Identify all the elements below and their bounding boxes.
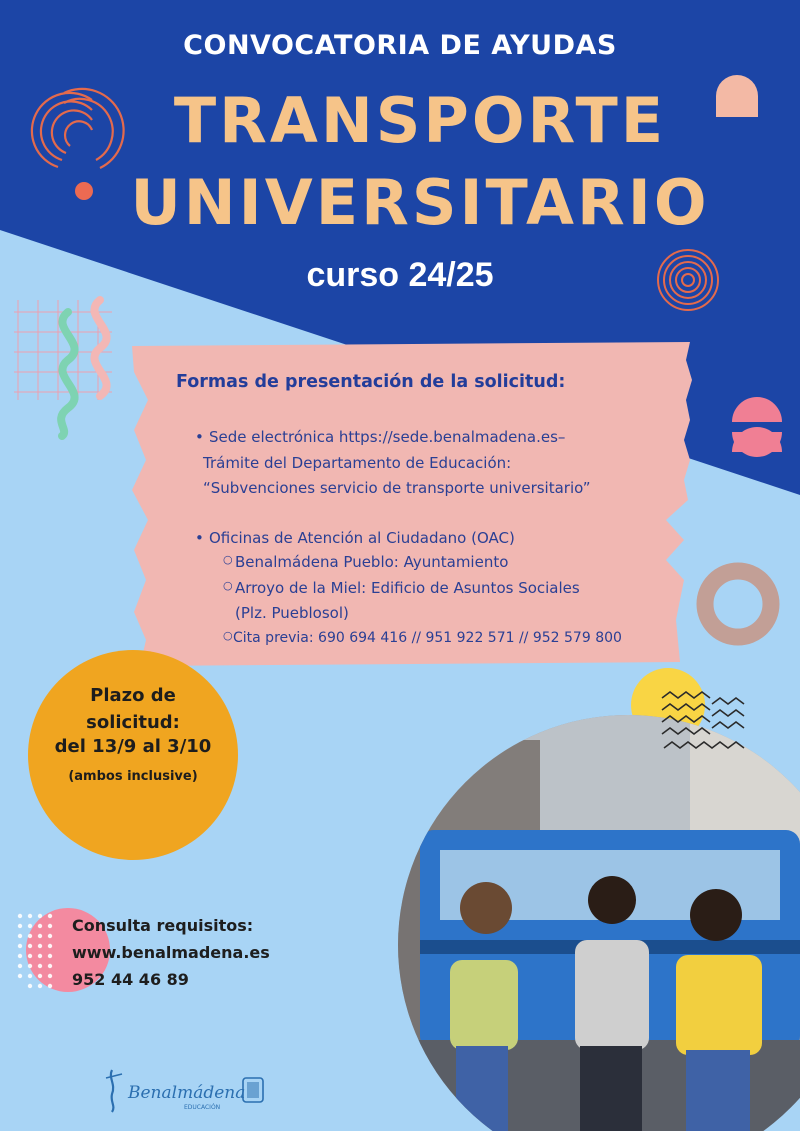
deadline-badge bbox=[28, 650, 238, 860]
circle-bullet-icon: ○ bbox=[223, 629, 233, 642]
online-line-2: Trámite del Departamento de Educación: bbox=[203, 454, 512, 472]
deadline-label bbox=[28, 682, 238, 736]
office-item-2-line-1: Arroyo de la Miel: Edificio de Asuntos Sociales bbox=[235, 579, 580, 597]
online-line-3: “Subvenciones servicio de transporte universitario” bbox=[203, 479, 591, 497]
circle-bullet-icon: ○ bbox=[223, 579, 233, 592]
office-item-2-line-2: (Plz. Pueblosol) bbox=[235, 604, 349, 622]
contact-heading: Consulta requisitos: bbox=[72, 916, 254, 935]
bullet-icon: • bbox=[195, 428, 204, 446]
deadline-line-2: solicitud: bbox=[86, 712, 180, 733]
deadline-dates: del 13/9 al 3/10 bbox=[54, 736, 212, 757]
online-line-1: Sede electrónica https://sede.benalmadena.es– bbox=[209, 428, 566, 446]
logo-subtitle: EDUCACIÓN bbox=[184, 1104, 221, 1111]
office-item-3-appointments: Cita previa: 690 694 416 // 951 922 571 // 952 579 800 bbox=[233, 630, 622, 646]
offices-heading: Oficinas de Atención al Ciudadano (OAC) bbox=[209, 529, 515, 547]
deadline-line-1: Plazo de bbox=[90, 685, 176, 706]
contact-block bbox=[72, 912, 270, 993]
kicker-heading: CONVOCATORIA DE AYUDAS bbox=[183, 30, 617, 61]
deadline-note: (ambos inclusive) bbox=[68, 769, 198, 784]
logo-wordmark: Benalmádena bbox=[128, 1083, 246, 1103]
contact-website: www.benalmadena.es bbox=[72, 943, 270, 962]
bullet-icon: • bbox=[195, 529, 204, 547]
info-heading: Formas de presentación de la solicitud: bbox=[176, 372, 566, 392]
contact-phone: 952 44 46 89 bbox=[72, 970, 189, 989]
title-line-2: UNIVERSITARIO bbox=[130, 166, 710, 239]
office-item-1: Benalmádena Pueblo: Ayuntamiento bbox=[235, 553, 509, 571]
circle-bullet-icon: ○ bbox=[223, 553, 233, 566]
course-label: curso 24/25 bbox=[306, 256, 494, 294]
title-line-1: TRANSPORTE bbox=[173, 84, 667, 157]
